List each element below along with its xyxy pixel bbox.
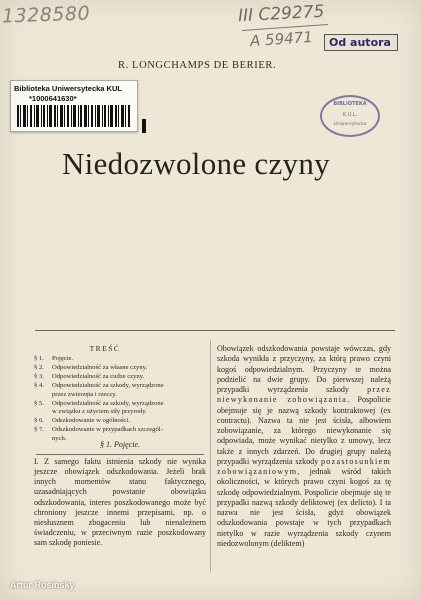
- toc-item: § 7. Odszkodowanie w przypadkach szczegól- nych.: [34, 426, 163, 443]
- toc-item: § 3. Odpowiedzialność za cudze czyny.: [34, 372, 145, 380]
- toc-item: § 1. Pojęcie.: [34, 355, 74, 362]
- spaced-emphasis: pozastosunkiem zobowiązaniowym: [217, 456, 392, 476]
- body-text-left: [34, 457, 206, 548]
- spaced-emphasis: przez niewykonanie zobowiązania: [217, 385, 391, 405]
- barcode-label: [10, 80, 138, 132]
- title-divider: [35, 330, 395, 331]
- toc-item: § 4. Odpowiedzialność za szkody, wyrządzone przez zwierzęta i rzeczy.: [34, 381, 164, 398]
- pencil-inventory-number: A 59471: [249, 27, 314, 51]
- paragraph: I. Z samego faktu istnienia szkody nie wynika jeszcze obowiązek odszkodowania. Jeżeli brak innych momentów stanu faktycznego, uzasadniających powstanie obowiązku odszkodowania, interes poszkodowanego może być chroniony jeszcze innemi przepisami, np. o niesłusznem zbogaceniu lub nienależnem świadczeniu, w przeciwnym razie poszkodowany sam szkodę poniesie.: [34, 457, 206, 548]
- body-text-right: [217, 344, 391, 549]
- barcode-label-library: Biblioteka Uniwersytecka KUL: [14, 84, 122, 93]
- library-stamp-top: BIBLIOTEKA: [333, 101, 367, 107]
- toc-item: § 2. Odpowiedzialność za własne czyny.: [34, 363, 148, 371]
- toc-item: § 6. Odszkodowanie w ogólności.: [34, 417, 130, 425]
- barcode-tab: [142, 119, 146, 133]
- watermark-text: Artur Rosinsky: [10, 580, 75, 590]
- author-name: R. LONGCHAMPS DE BERIER.: [118, 60, 277, 71]
- pencil-call-number: III C29275: [237, 1, 325, 27]
- section-divider: [36, 454, 204, 455]
- document-title: Niedozwolone czyny: [62, 146, 330, 181]
- pencil-note-top-left: 1328580: [1, 2, 91, 28]
- donation-stamp: Od autora: [324, 34, 398, 51]
- library-stamp-middle: K.U.L.: [342, 112, 358, 118]
- library-stamp: [320, 95, 380, 137]
- paragraph: Obowiązek odszkodowania powstaje wówczas, gdy szkoda wynikła z przyczyny, za którą prawo czyni kogoś odpowiedzialnym. Przyczyny te można podzielić na dwie grupy. Do pierwszej należą przypadki wyrządzenia szkody przez niewykonanie zobowiązania. Pospolicie obejmuje się je nazwą szkody kontraktowej (ex contractu). Nazwa ta nie jest ścisła, albowiem zobowiązanie, za którego niewykonanie się odpowiada, może wynikać nietylko z umowy, lecz także z innych zdarzeń. Do drugiej grupy należą przypadki wyrządzenia szkody pozastosunkiem zobowiązaniowym, jednak wśród takich okoliczności, w których prawo czyni kogoś za tę szkodę odpowiedzialnym. Pospolicie obejmuje się te przypadki nazwą szkody deliktowej (ex delicto). I ta nazwa nie jest ścisła, gdyż obowiązek odszkodowania powstaje w tych przypadkach nietylko w razie wyrządzenia szkody czynem niedozwolonym (deliktem): [217, 344, 392, 548]
- library-stamp-bottom: Uniwersytecka: [333, 122, 367, 127]
- barcode-label-number: *1000641630*: [29, 94, 77, 103]
- toc-item: § 5. Odpowiedzialność za szkody, wyrządzone w związku z użyciem siły przyrody.: [34, 399, 164, 416]
- section-heading: § 1. Pojęcie.: [100, 440, 140, 449]
- toc-heading: TREŚĆ: [89, 344, 121, 353]
- column-divider: [210, 340, 211, 572]
- table-of-contents: [34, 355, 206, 444]
- barcode-icon: [17, 105, 131, 127]
